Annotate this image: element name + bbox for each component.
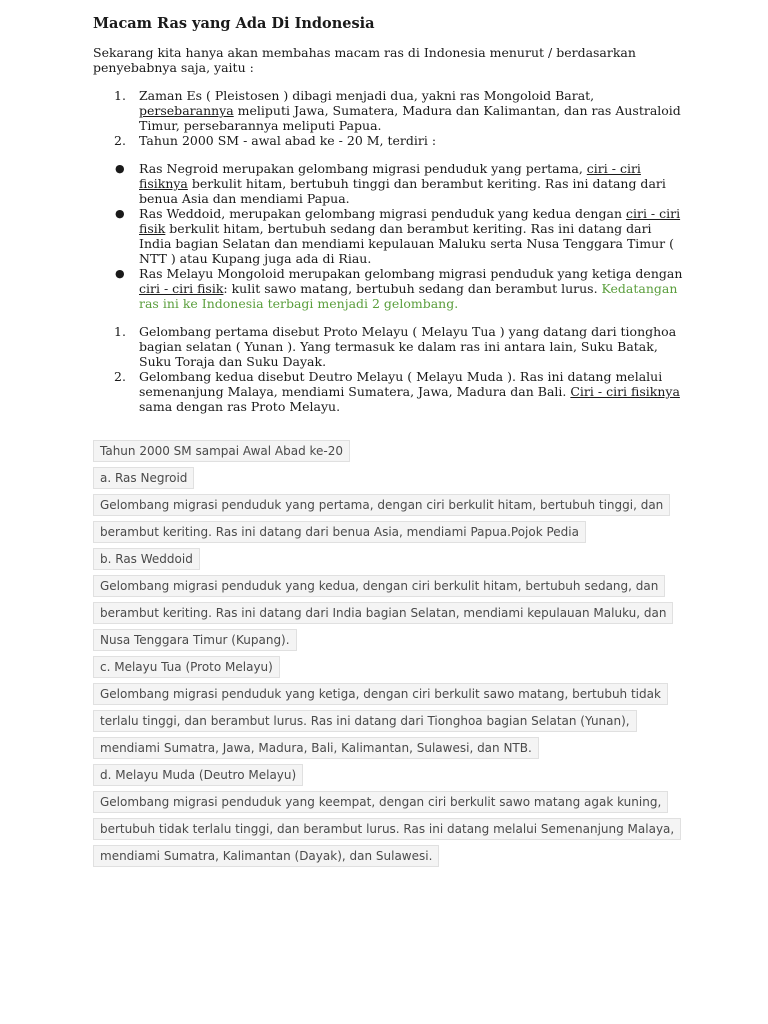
quoted-line: terlalu tinggi, dan berambut lurus. Ras ini datang dari Tionghoa bagian Selatan (Yunan),: [93, 710, 637, 732]
list-item: ● Ras Negroid merupakan gelombang migrasi penduduk yang pertama, ciri - ciri fisiknya berkulit hitam, bertubuh tinggi dan berambut keriting. Ras ini datang dari benua Asia dan mendiami Papua.: [115, 161, 666, 206]
bullet-icon: ●: [115, 267, 125, 280]
underlined-term: ciri - ciri fisiknya: [139, 161, 641, 191]
race-bullet-list: [93, 161, 683, 311]
page-title: Macam Ras yang Ada Di Indonesia: [93, 15, 375, 32]
period-list: [93, 88, 683, 148]
list-item: ● Ras Melayu Mongoloid merupakan gelombang migrasi penduduk yang ketiga dengan ciri - ciri fisik: kulit sawo matang, bertubuh sedang dan berambut lurus. Kedatangan ras ini ke Indonesia terbagi menjadi 2 gelombang.: [115, 266, 683, 311]
list-item: 1. Zaman Es ( Pleistosen ) dibagi menjadi dua, yakni ras Mongoloid Barat, persebarannya meliputi Jawa, Sumatera, Madura dan Kalimantan, dan ras Australoid Timur, persebarannya meliputi Papua.: [114, 88, 681, 133]
list-item: 2. Gelombang kedua disebut Deutro Melayu ( Melayu Muda ). Ras ini datang melalui semenanjung Malaya, mendiami Sumatera, Jawa, Madura dan Bali. Ciri - ciri fisiknya sama dengan ras Proto Melayu.: [114, 369, 680, 414]
underlined-term: ciri - ciri fisik: [139, 206, 681, 236]
underlined-term: ciri - ciri fisik: [139, 281, 224, 296]
quoted-line: berambut keriting. Ras ini datang dari India bagian Selatan, mendiami kepulauan Maluku, dan: [93, 602, 673, 624]
quoted-line: Gelombang migrasi penduduk yang ketiga, dengan ciri berkulit sawo matang, bertubuh tidak: [93, 683, 668, 705]
quoted-line: Tahun 2000 SM sampai Awal Abad ke-20: [93, 440, 350, 462]
quoted-line: bertubuh tidak terlalu tinggi, dan berambut lurus. Ras ini datang melalui Semenanjung Malaya,: [93, 818, 681, 840]
underlined-term: Ciri - ciri fisiknya: [570, 384, 680, 399]
quoted-line: berambut keriting. Ras ini datang dari benua Asia, mendiami Papua.Pojok Pedia: [93, 521, 586, 543]
intro-paragraph: Sekarang kita hanya akan membahas macam ras di Indonesia menurut / berdasarkan penyebabnya saja, yaitu :: [93, 45, 636, 75]
underlined-term: persebarannya: [139, 103, 234, 118]
quoted-line: Gelombang migrasi penduduk yang keempat, dengan ciri berkulit sawo matang agak kuning,: [93, 791, 668, 813]
quoted-line: d. Melayu Muda (Deutro Melayu): [93, 764, 303, 786]
highlighted-text: Kedatangan ras ini ke Indonesia terbagi menjadi 2 gelombang.: [139, 281, 678, 311]
quoted-line: Gelombang migrasi penduduk yang pertama, dengan ciri berkulit hitam, bertubuh tinggi, dan: [93, 494, 670, 516]
bullet-icon: ●: [115, 162, 125, 175]
quoted-line: mendiami Sumatra, Jawa, Madura, Bali, Kalimantan, Sulawesi, dan NTB.: [93, 737, 539, 759]
quoted-line: b. Ras Weddoid: [93, 548, 200, 570]
quoted-line: c. Melayu Tua (Proto Melayu): [93, 656, 280, 678]
quoted-line: Gelombang migrasi penduduk yang kedua, dengan ciri berkulit hitam, bertubuh sedang, dan: [93, 575, 665, 597]
list-item: 2. Tahun 2000 SM - awal abad ke - 20 M, terdiri :: [114, 133, 437, 148]
list-item: ● Ras Weddoid, merupakan gelombang migrasi penduduk yang kedua dengan ciri - ciri fisik berkulit hitam, bertubuh sedang dan berambut keriting. Ras ini datang dari India bagian Selatan dan mendiami kepulauan Maluku serta Nusa Tenggara Timur ( NTT ) atau Kupang juga ada di Riau.: [115, 206, 681, 266]
quoted-line: mendiami Sumatra, Kalimantan (Dayak), dan Sulawesi.: [93, 845, 439, 867]
bullet-icon: ●: [115, 207, 125, 220]
wave-list: [93, 324, 683, 414]
quoted-line: a. Ras Negroid: [93, 467, 194, 489]
list-item: 1. Gelombang pertama disebut Proto Melayu ( Melayu Tua ) yang datang dari tionghoa bagian selatan ( Yunan ). Yang termasuk ke dalam ras ini antara lain, Suku Batak, Suku Toraja dan Suku Dayak.: [114, 324, 677, 369]
document-body: [93, 14, 683, 414]
quoted-line: Nusa Tenggara Timur (Kupang).: [93, 629, 297, 651]
